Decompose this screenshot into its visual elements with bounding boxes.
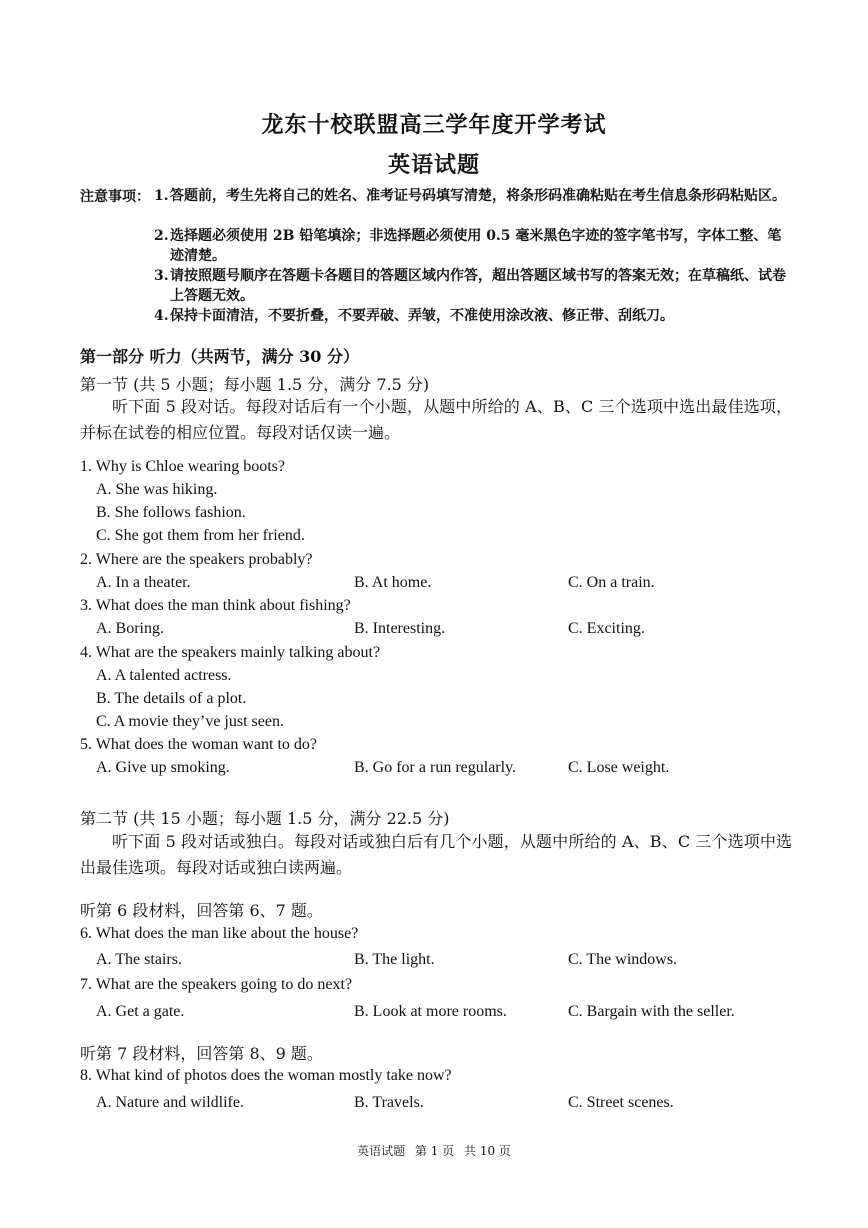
notice-item-text: 选择题必须使用 2B 铅笔填涂；非选择题必须使用 0.5 毫米黑色字迹的签字笔书写，字体工整、笔迹清楚。 — [170, 228, 782, 264]
question-option: A. Boring. — [96, 620, 164, 637]
section1-heading: 第一节 (共 5 小题；每小题 1.5 分，满分 7.5 分) — [80, 375, 430, 394]
notice-item — [154, 266, 794, 306]
notice-item-text: 答题前，考生先将自己的姓名、准考证号码填写清楚，将条形码准确粘贴在考生信息条形码粘贴区。 — [170, 188, 786, 204]
notice-item-number: 3. — [154, 268, 169, 284]
section2-instructions: 听下面 5 段对话或独白。每段对话或独白后有几个小题，从题中所给的 A、B、C 三个选项中选出最佳选项。每段对话或独白读两遍。 — [80, 832, 792, 877]
notice-item-number: 4. — [154, 308, 169, 324]
notice-item — [154, 306, 794, 326]
question-option: C. The windows. — [568, 951, 678, 968]
question-option: A. Give up smoking. — [96, 759, 230, 776]
notice-label: 注意事项： — [80, 189, 150, 205]
question-option: C. A movie they’ve just seen. — [96, 713, 284, 730]
page-footer — [0, 1142, 868, 1159]
question-option: A. She was hiking. — [96, 481, 218, 498]
notice-item-number: 1. — [154, 188, 169, 204]
question-option: A. The stairs. — [96, 951, 182, 968]
question-option: A. In a theater. — [96, 574, 191, 591]
section2-heading: 第二节 (共 15 小题；每小题 1.5 分，满分 22.5 分) — [80, 809, 450, 828]
question-stem: 7. What are the speakers going to do next? — [80, 976, 353, 993]
question-stem: 6. What does the man like about the house? — [80, 925, 359, 942]
exam-title: 龙东十校联盟高三学年度开学考试 — [261, 112, 607, 138]
question-option: B. Look at more rooms. — [354, 1003, 507, 1020]
question-option: B. She follows fashion. — [96, 504, 246, 521]
question-option: B. The light. — [354, 951, 435, 968]
notice-item-number: 2. — [154, 228, 169, 244]
question-option: B. Interesting. — [354, 620, 446, 637]
question-option: B. Go for a run regularly. — [354, 759, 517, 776]
footer-subject: 英语试题 — [357, 1144, 406, 1158]
question-option: A. A talented actress. — [96, 667, 232, 684]
question-stem: 3. What does the man think about fishing? — [80, 597, 351, 614]
question-option: A. Get a gate. — [96, 1003, 185, 1020]
question-option: C. On a train. — [568, 574, 655, 591]
question-option: B. At home. — [354, 574, 432, 591]
notice-item-text: 保持卡面清洁，不要折叠，不要弄破、弄皱，不准使用涂改液、修正带、刮纸刀。 — [170, 308, 674, 324]
question-option: C. Lose weight. — [568, 759, 670, 776]
question-stem: 2. Where are the speakers probably? — [80, 551, 313, 568]
question-option: C. She got them from her friend. — [96, 527, 305, 544]
question-stem: 5. What does the woman want to do? — [80, 736, 317, 753]
question-stem: 1. Why is Chloe wearing boots? — [80, 458, 286, 475]
notice-item — [154, 226, 794, 266]
part1-heading: 第一部分 听力（共两节，满分 30 分） — [80, 347, 359, 366]
question-option: C. Street scenes. — [568, 1094, 674, 1111]
footer-page-number: 第 1 页 — [414, 1144, 455, 1158]
notice-item — [154, 186, 794, 206]
material-heading: 听第 6 段材料，回答第 6、7 题。 — [80, 901, 323, 920]
question-option: A. Nature and wildlife. — [96, 1094, 244, 1111]
material-heading: 听第 7 段材料，回答第 8、9 题。 — [80, 1044, 323, 1063]
footer-total-pages: 共 10 页 — [464, 1144, 511, 1158]
notice-item-text: 请按照题号顺序在答题卡各题目的答题区域内作答，超出答题区域书写的答案无效；在草稿纸、试卷上答题无效。 — [170, 268, 786, 304]
question-option: B. Travels. — [354, 1094, 424, 1111]
question-option: C. Bargain with the seller. — [568, 1003, 735, 1020]
section1-instructions: 听下面 5 段对话。每段对话后有一个小题，从题中所给的 A、B、C 三个选项中选出最佳选项，并标在试卷的相应位置。每段对话仅读一遍。 — [80, 397, 792, 442]
exam-subtitle: 英语试题 — [387, 152, 480, 178]
question-stem: 4. What are the speakers mainly talking about? — [80, 644, 381, 661]
question-option: C. Exciting. — [568, 620, 645, 637]
question-stem: 8. What kind of photos does the woman mostly take now? — [80, 1067, 452, 1084]
question-option: B. The details of a plot. — [96, 690, 247, 707]
